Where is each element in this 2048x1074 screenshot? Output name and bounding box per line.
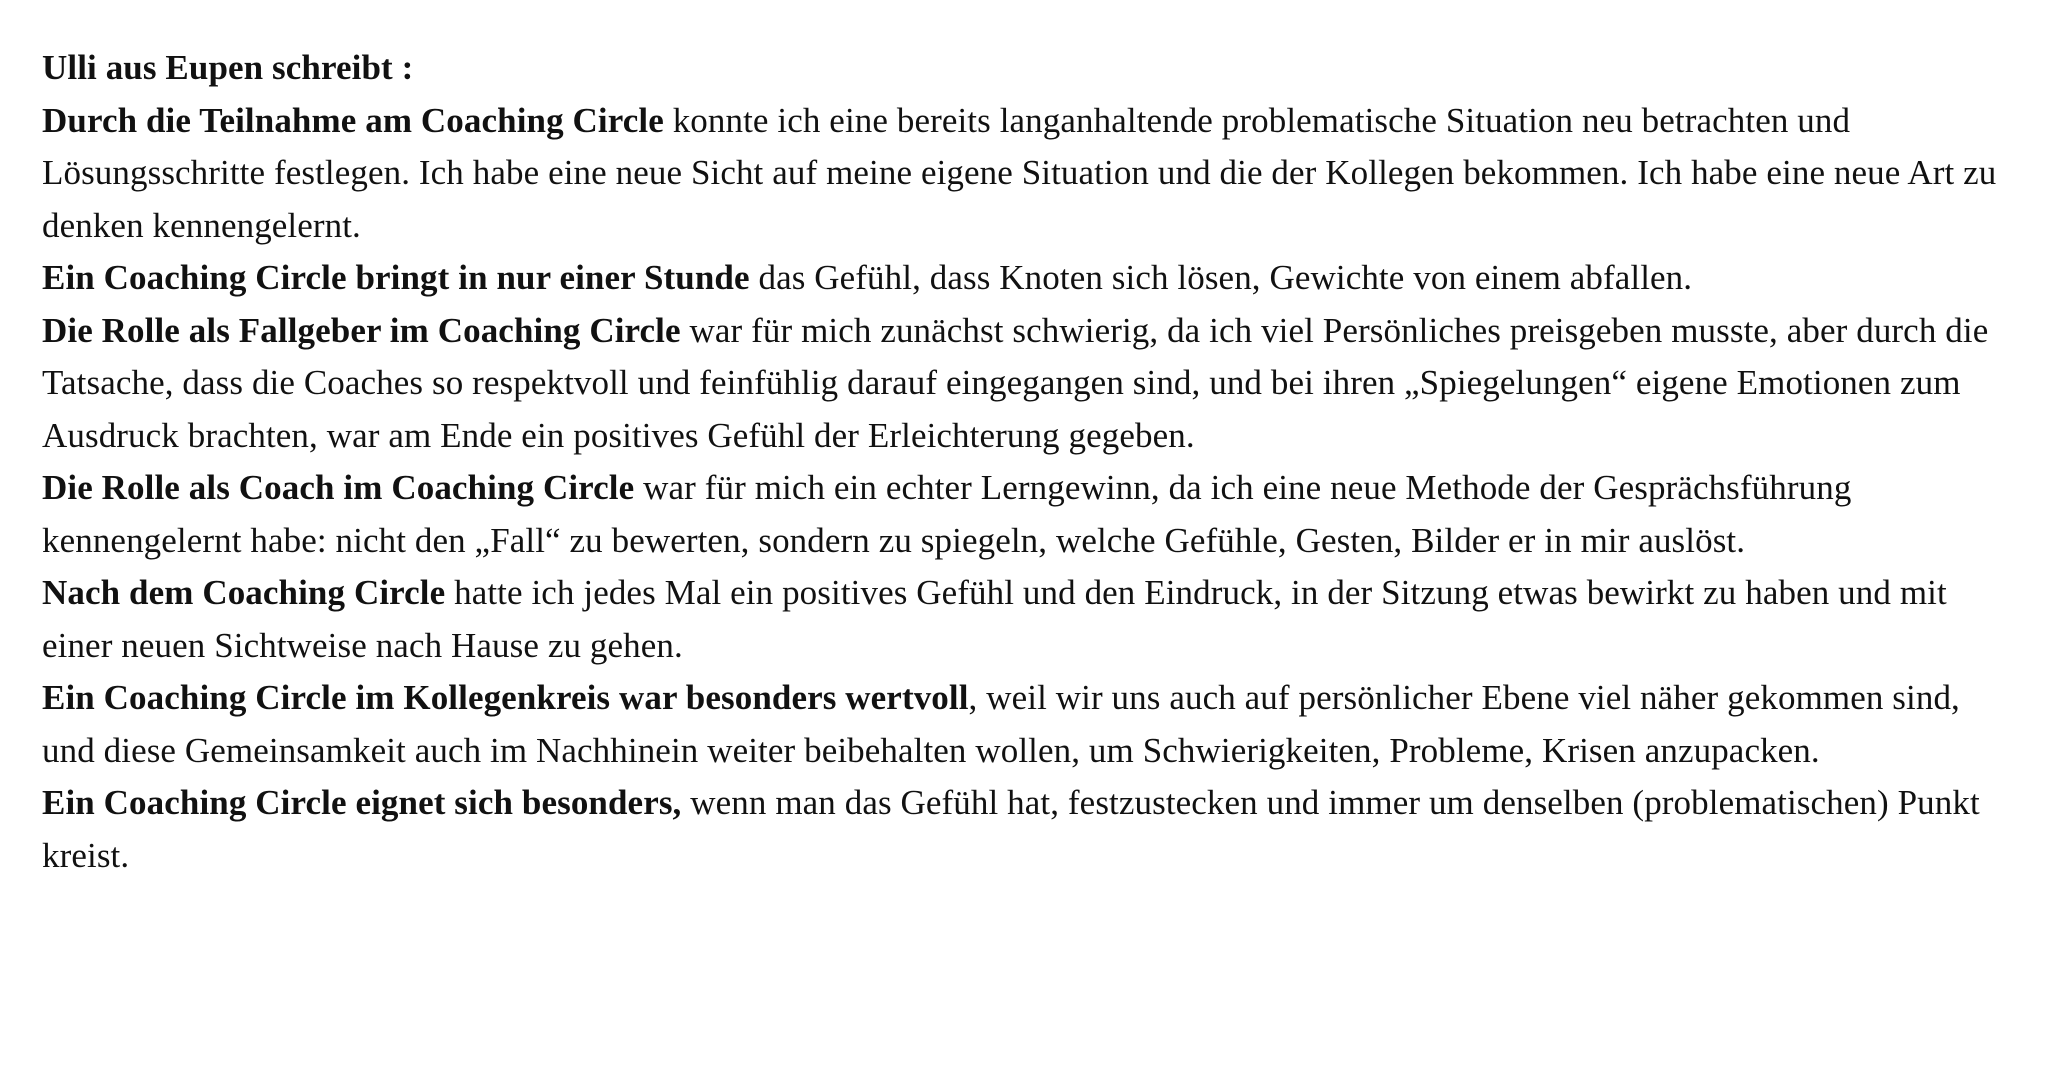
testimonial-document [42,42,2002,882]
paragraph-fallgeber [42,305,2002,463]
paragraph-fallgeber-lead: Die Rolle als Fallgeber im Coaching Circle [42,310,681,350]
paragraph-nach-dem [42,567,2002,672]
paragraph-coach-lead: Die Rolle als Coach im Coaching Circle [42,468,635,507]
paragraph-eignet-sich-body: wenn man das Gefühl hat, festzustecken und immer um denselben (problematischen) Punkt kreist. [42,783,1980,875]
paragraph-kollegenkreis-body: , weil wir uns auch auf persönlicher Ebene viel näher gekommen sind, und diese Gemeinsamkeit auch im Nachhinein weiter beibehalten wollen, um Schwierigkeiten, Probleme, Krisen anzupacken. [42,678,1960,770]
paragraph-coach-body: war für mich ein echter Lerngewinn, da ich eine neue Methode der Gesprächsführung kennengelernt habe: nicht den „Fall“ zu bewerten, sondern zu spiegeln, welche Gefühle, Gesten, Bilder er in mir auslöst. [42,468,1852,560]
paragraph-nach-dem-body: hatte ich jedes Mal ein positives Gefühl und den Eindruck, in der Sitzung etwas bewirkt zu haben und mit einer neuen Sichtweise nach Hause zu gehen. [42,573,1947,665]
paragraph-eine-stunde-body: das Gefühl, dass Knoten sich lösen, Gewichte von einem abfallen. [749,258,1693,297]
paragraph-eignet-sich [42,777,2002,882]
paragraph-kollegenkreis-lead: Ein Coaching Circle im Kollegenkreis war besonders wertvoll [42,678,969,717]
paragraph-eignet-sich-lead: Ein Coaching Circle eignet sich besonders, [42,783,682,822]
paragraph-nach-dem-lead: Nach dem Coaching Circle [42,573,446,612]
paragraph-coach [42,462,2002,567]
paragraph-eine-stunde [42,252,2002,305]
paragraph-teilnahme [42,95,2002,253]
document-heading: Ulli aus Eupen schreibt : [42,48,414,87]
paragraph-fallgeber-body: war für mich zunächst schwierig, da ich viel Persönliches preisgeben musste, aber durch die Tatsache, dass die Coaches so respektvoll und feinfühlig darauf eingegangen sind, und bei ihren „Spiegelungen“ eigene Emotionen zum Ausdruck brachten, war am Ende ein positives Gefühl der Erleichterung gegeben. [42,310,1989,455]
paragraph-kollegenkreis [42,672,2002,777]
paragraph-teilnahme-lead: Durch die Teilnahme am Coaching Circle [42,100,664,140]
paragraph-eine-stunde-lead: Ein Coaching Circle bringt in nur einer Stunde [42,258,750,297]
paragraph-teilnahme-body: konnte ich eine bereits langanhaltende problematische Situation neu betrachten und Lösungsschritte festlegen. Ich habe eine neue Sicht auf meine eigene Situation und die der Kollegen bekommen. Ich habe eine neue Art zu denken kennengelernt. [42,100,1997,245]
